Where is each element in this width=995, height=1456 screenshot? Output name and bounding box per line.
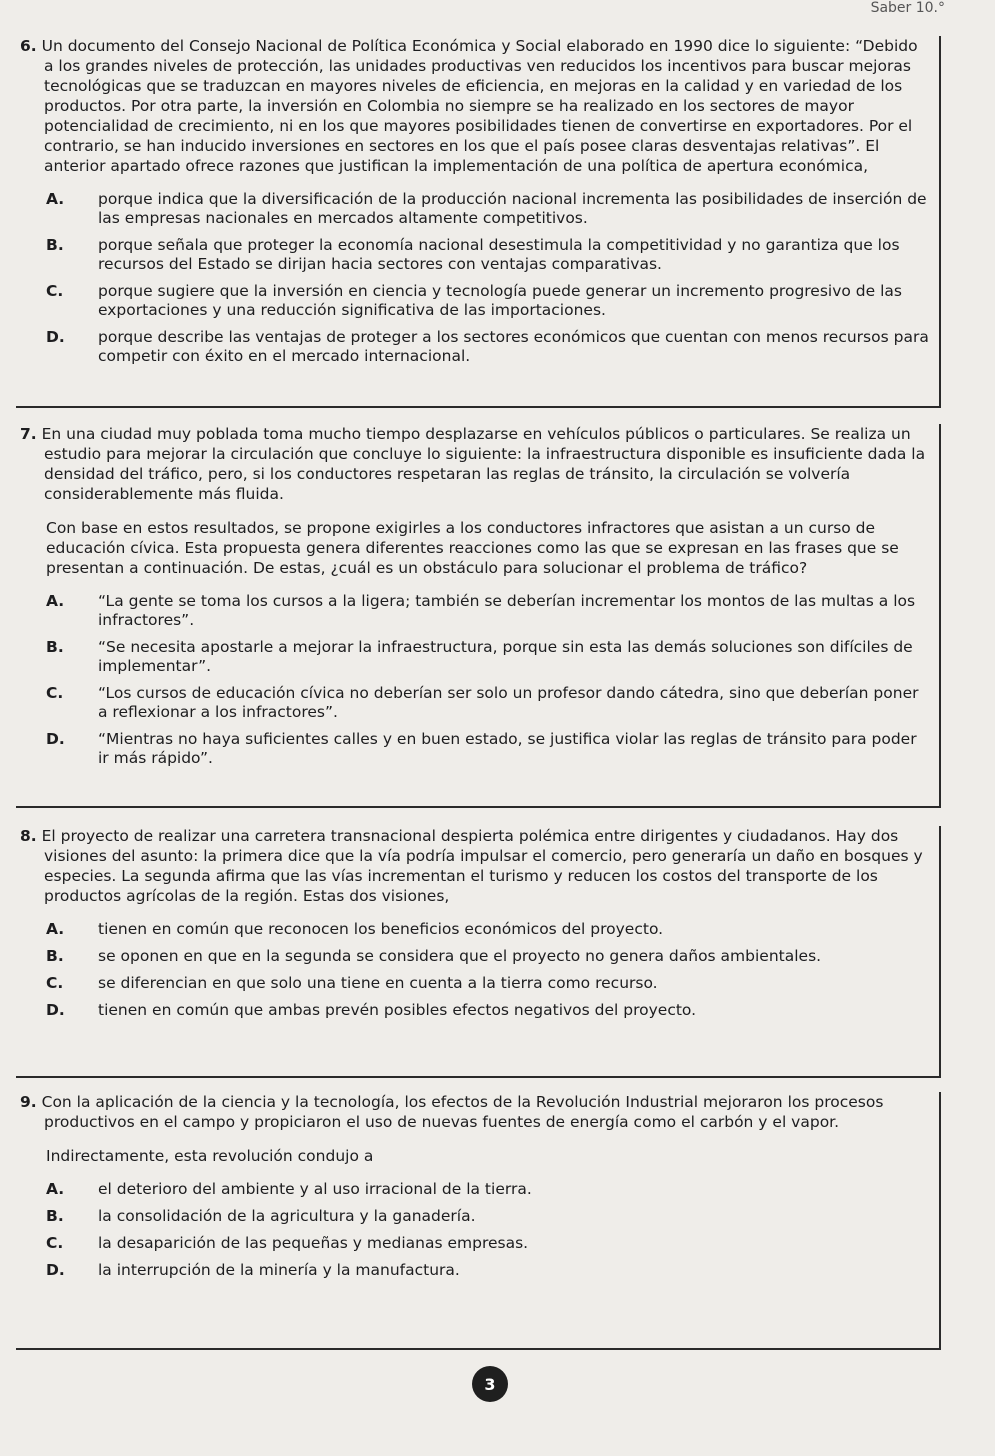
option-text: tienen en común que ambas prevén posibles efectos negativos del proyecto. [98,1001,697,1019]
option-c[interactable] [46,974,931,993]
option-text: “Mientras no haya suficientes calles y en buen estado, se justifica violar las reglas de tránsito para poder ir más rápido”. [98,730,917,767]
option-c[interactable] [46,1234,931,1253]
question-text: Con la aplicación de la ciencia y la tecnología, los efectos de la Revolución Industrial mejoraron los procesos productivos en el campo y propiciaron el uso de nuevas fuentes de energía como el carbón y el vapor. [41,1093,884,1131]
option-letter: A. [46,190,65,208]
option-letter: B. [46,236,64,254]
option-d[interactable] [46,1001,931,1020]
question-text: En una ciudad muy poblada toma mucho tiempo desplazarse en vehículos públicos o particulares. Se realiza un estudio para mejorar la circulación que concluye lo siguiente: la infraestructura disponible es insuficiente dada la densidad del tráfico, pero, si los conductores respetaran las reglas de tránsito, la circulación se volvería considerablemente más fluida. [41,425,926,503]
question-stem [16,36,931,176]
option-text: se oponen en que en la segunda se considera que el proyecto no genera daños ambientales. [98,947,822,965]
option-text: la consolidación de la agricultura y la ganadería. [98,1207,476,1225]
option-text: porque indica que la diversificación de la producción nacional incrementa las posibilidades de inserción de las empresas nacionales en mercados altamente competitivos. [98,190,927,227]
question-number: 9. [20,1093,37,1111]
option-text: la interrupción de la minería y la manufactura. [98,1261,460,1279]
option-text: la desaparición de las pequeñas y medianas empresas. [98,1234,529,1252]
option-b[interactable] [46,236,931,274]
option-b[interactable] [46,947,931,966]
option-text: “La gente se toma los cursos a la ligera; también se deberían incrementar los montos de las multas a los infractores”. [98,592,916,629]
option-letter: D. [46,1261,65,1279]
option-c[interactable] [46,282,931,320]
option-text: se diferencian en que solo una tiene en cuenta a la tierra como recurso. [98,974,658,992]
question-prompt: Con base en estos resultados, se propone exigirles a los conductores infractores que asistan a un curso de educación cívica. Esta propuesta genera diferentes reacciones como las que se expresan en las frases que se presentan a continuación. De estas, ¿cuál es un obstáculo para solucionar el problema de tráfico? [46,519,899,577]
option-d[interactable] [46,328,931,366]
question-9 [16,1092,941,1350]
option-letter: D. [46,328,65,346]
question-stem [16,826,931,906]
option-letter: C. [46,684,64,702]
option-letter: A. [46,592,65,610]
option-letter: A. [46,920,65,938]
option-letter: D. [46,730,65,748]
options-list [46,1180,931,1280]
option-letter: B. [46,947,64,965]
option-letter: A. [46,1180,65,1198]
question-text: Un documento del Consejo Nacional de Política Económica y Social elaborado en 1990 dice lo siguiente: “Debido a los grandes niveles de protección, las unidades productivas ven reducidos los incentivos para buscar mejoras tecnológicas que se traduzcan en mayores niveles de eficiencia, en mejoras en la calidad y en variedad de los productos. Por otra parte, la inversión en Colombia no siempre se ha realizado en los sectores de mayor potencialidad de crecimiento, ni en los que mayores posibilidades tienen de convertirse en exportadores. Por el contrario, se han inducido inversiones en sectores en los que el país posee claras desventajas relativas”. El anterior apartado ofrece razones que justifican la implementación de una política de apertura económica, [41,37,918,175]
option-letter: D. [46,1001,65,1019]
question-text: El proyecto de realizar una carretera transnacional despierta polémica entre dirigentes y ciudadanos. Hay dos visiones del asunto: la primera dice que la vía podría impulsar el comercio, pero generaría un daño en bosques y especies. La segunda afirma que las vías incrementan el turismo y reducen los costos del transporte de los productos agrícolas de la región. Estas dos visiones, [41,827,923,905]
option-letter: C. [46,974,64,992]
question-prompt: Indirectamente, esta revolución condujo a [46,1147,374,1165]
option-b[interactable] [46,638,931,676]
question-number: 7. [20,425,37,443]
option-a[interactable] [46,920,931,939]
option-text: el deterioro del ambiente y al uso irracional de la tierra. [98,1180,532,1198]
question-7 [16,424,941,808]
page-number-badge: 3 [472,1366,508,1402]
option-letter: B. [46,1207,64,1225]
options-list [46,592,931,768]
option-text: porque sugiere que la inversión en ciencia y tecnología puede generar un incremento progresivo de las exportaciones y una reducción significativa de las importaciones. [98,282,902,319]
option-text: “Los cursos de educación cívica no deberían ser solo un profesor dando cátedra, sino que deberían poner a reflexionar a los infractores”. [98,684,919,721]
option-b[interactable] [46,1207,931,1226]
exam-header: Saber 10.° [870,0,945,16]
option-letter: C. [46,1234,64,1252]
question-8 [16,826,941,1078]
option-letter: B. [46,638,64,656]
option-a[interactable] [46,190,931,228]
question-number: 8. [20,827,37,845]
option-text: porque señala que proteger la economía nacional desestimula la competitividad y no garantiza que los recursos del Estado se dirijan hacia sectores con ventajas comparativas. [98,236,900,273]
options-list [46,920,931,1020]
option-d[interactable] [46,1261,931,1280]
question-6 [16,36,941,408]
option-letter: C. [46,282,64,300]
option-a[interactable] [46,592,931,630]
option-c[interactable] [46,684,931,722]
option-d[interactable] [46,730,931,768]
option-text: “Se necesita apostarle a mejorar la infraestructura, porque sin esta las demás soluciones son difíciles de implementar”. [98,638,913,675]
option-text: porque describe las ventajas de proteger a los sectores económicos que cuentan con menos recursos para competir con éxito en el mercado internacional. [98,328,929,365]
question-stem [16,1092,931,1132]
question-number: 6. [20,37,37,55]
options-list [46,190,931,366]
option-a[interactable] [46,1180,931,1199]
question-stem [16,424,931,504]
option-text: tienen en común que reconocen los beneficios económicos del proyecto. [98,920,664,938]
